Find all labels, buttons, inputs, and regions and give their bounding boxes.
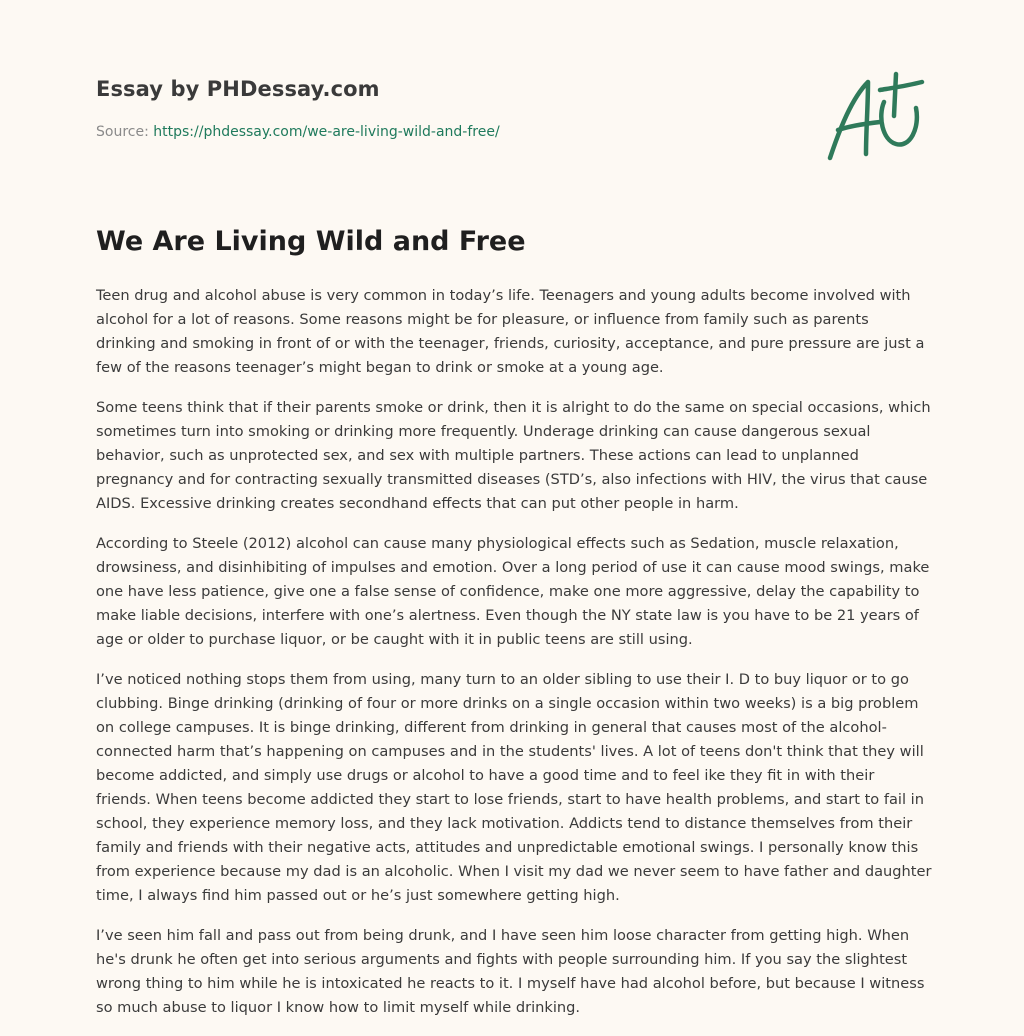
document-header [96, 77, 930, 140]
source-label: Source: [96, 124, 154, 140]
essay-body [96, 284, 932, 1036]
paragraph: I’ve seen him fall and pass out from being drunk, and I have seen him loose character from getting high. When he's drunk he often get into serious arguments and fights with people surrounding him. If you say the slightest wrong thing to him while he is intoxicated he reacts to it. I myself have had alcohol before, but because I witness so much abuse to liquor I know how to limit myself while drinking. [96, 927, 925, 1016]
a-plus-logo-icon [822, 68, 928, 164]
paragraph: Some teens think that if their parents smoke or drink, then it is alright to do the same on special occasions, which sometimes turn into smoking or drinking more frequently. Underage drinking can cause dangerous sexual behavior, such as unprotected sex, and sex with multiple partners. These actions can lead to unplanned pregnancy and for contracting sexually transmitted diseases (STD’s, also infections with HIV, the virus that cause AIDS. Excessive drinking creates secondhand effects that can put other people in harm. [96, 399, 931, 512]
source-link[interactable]: https://phdessay.com/we-are-living-wild-and-free/ [153, 124, 500, 140]
paragraph: Teen drug and alcohol abuse is very common in today’s life. Teenagers and young adults become involved with alcohol for a lot of reasons. Some reasons might be for pleasure, or influence from family such as parents drinking and smoking in front of or with the teenager, friends, curiosity, acceptance, and pure pressure are just a few of the reasons teenager’s might began to drink or smoke at a young age. [96, 287, 925, 376]
source-line [96, 124, 500, 140]
essay-title: We Are Living Wild and Free [96, 226, 526, 257]
brand-title: Essay by PHDessay.com [96, 77, 380, 101]
paragraph: I’ve noticed nothing stops them from using, many turn to an older sibling to use their I. D to buy liquor or to go clubbing. Binge drinking (drinking of four or more drinks on a single occasion within two weeks) is a big problem on college campuses. It is binge drinking, different from drinking in general that causes most of the alcohol-connected harm that’s happening on campuses and in the students' lives. A lot of teens don't think that they will become addicted, and simply use drugs or alcohol to have a good time and to feel ike they fit in with their friends. When teens become addicted they start to lose friends, start to have health problems, and start to fail in school, they experience memory loss, and they lack motivation. Addicts tend to distance themselves from their family and friends with their negative acts, attitudes and unpredictable emotional swings. I personally know this from experience because my dad is an alcoholic. When I visit my dad we never seem to have father and daughter time, I always find him passed out or he’s just somewhere getting high. [96, 671, 932, 904]
paragraph: According to Steele (2012) alcohol can cause many physiological effects such as Sedation, muscle relaxation, drowsiness, and disinhibiting of impulses and emotion. Over a long period of use it can cause mood swings, make one have less patience, give one a false sense of confidence, make one more aggressive, delay the capability to make liable decisions, interfere with one’s alertness. Even though the NY state law is you have to be 21 years of age or older to purchase liquor, or be caught with it in public teens are still using. [96, 535, 930, 648]
